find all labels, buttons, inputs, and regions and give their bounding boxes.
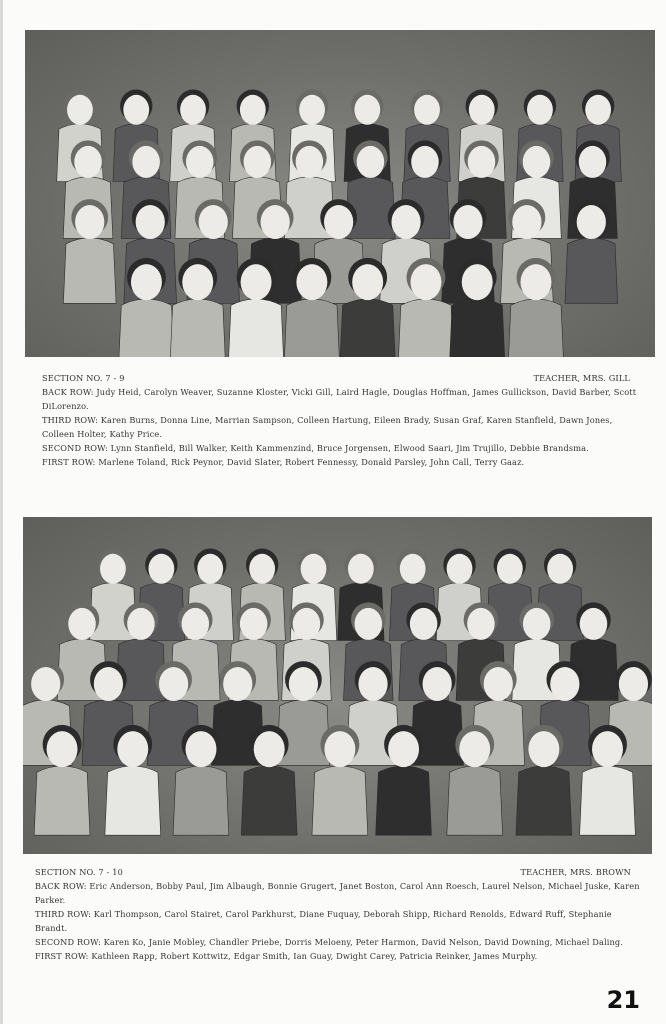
page-number: 21 bbox=[606, 986, 640, 1014]
second-row-names bbox=[35, 935, 643, 949]
class-photo-figure-group-2 bbox=[23, 517, 652, 854]
row-names: Lynn Stanfield, Bill Walker, Keith Kammenzind, Bruce Jorgensen, Elwood Saari, Jim Trujillo, Debbie Brandsma. bbox=[110, 443, 589, 454]
row-names: Judy Heid, Carolyn Weaver, Suzanne Kloster, Vicki Gill, Laird Hagle, Douglas Hoffman, James Gullickson, David Barber, Scott DiLorenzo. bbox=[42, 387, 637, 412]
back-row-names bbox=[35, 879, 643, 907]
first-row-names bbox=[35, 949, 643, 963]
caption-header bbox=[35, 865, 643, 879]
row-label: THIRD ROW: bbox=[35, 909, 92, 920]
third-row-names bbox=[42, 413, 642, 441]
section-number: SECTION NO. 7 - 9 bbox=[42, 373, 125, 383]
row-names: Karen Ko, Janie Mobley, Chandler Priebe, Dorris Meloeny, Peter Harmon, David Nelson, David Downing, Michael Daling. bbox=[103, 937, 624, 948]
second-row-names bbox=[42, 441, 642, 455]
row-names: Karen Burns, Donna Line, Marrian Sampson, Colleen Hartung, Eileen Brady, Susan Graf, Karen Stanfield, Dawn Jones, Colleen Holter, Kathy Price. bbox=[42, 415, 613, 440]
class-photo-section-7-9 bbox=[25, 30, 655, 357]
caption-header bbox=[42, 371, 642, 385]
row-label: SECOND ROW: bbox=[42, 443, 108, 454]
row-label: FIRST ROW: bbox=[35, 951, 89, 962]
row-label: BACK ROW: bbox=[42, 387, 94, 397]
row-names: Karl Thompson, Carol Stairet, Carol Parkhurst, Diane Fuquay, Deborah Shipp, Richard Renolds, Edward Ruff, Stephanie Brandt. bbox=[35, 909, 612, 934]
section-number: SECTION NO. 7 - 10 bbox=[35, 867, 123, 877]
class-photo-section-7-10 bbox=[23, 517, 652, 854]
teacher-name: TEACHER, MRS. BROWN bbox=[520, 867, 631, 877]
first-row-names bbox=[42, 455, 642, 469]
row-names: Kathleen Rapp, Robert Kottwitz, Edgar Smith, Ian Guay, Dwight Carey, Patricia Reinker, James Murphy. bbox=[91, 951, 538, 962]
row-label: THIRD ROW: bbox=[42, 415, 99, 426]
row-names: Eric Anderson, Bobby Paul, Jim Albaugh, Bonnie Grugert, Janet Boston, Carol Ann Roesch, Laurel Nelson, Michael Juske, Karen Parker. bbox=[35, 881, 640, 906]
row-label: BACK ROW: bbox=[35, 881, 87, 891]
row-label: SECOND ROW: bbox=[35, 937, 101, 948]
back-row-names bbox=[42, 385, 642, 413]
class-photo-figure-group-1 bbox=[25, 30, 655, 357]
row-names: Marlene Toland, Rick Peynor, David Slater, Robert Fennessy, Donald Parsley, John Call, Terry Gaaz. bbox=[98, 457, 525, 468]
teacher-name: TEACHER, MRS. GILL bbox=[533, 373, 630, 383]
row-label: FIRST ROW: bbox=[42, 457, 96, 468]
caption-section-7-9 bbox=[42, 371, 642, 470]
third-row-names bbox=[35, 907, 643, 935]
caption-section-7-10 bbox=[35, 865, 643, 964]
